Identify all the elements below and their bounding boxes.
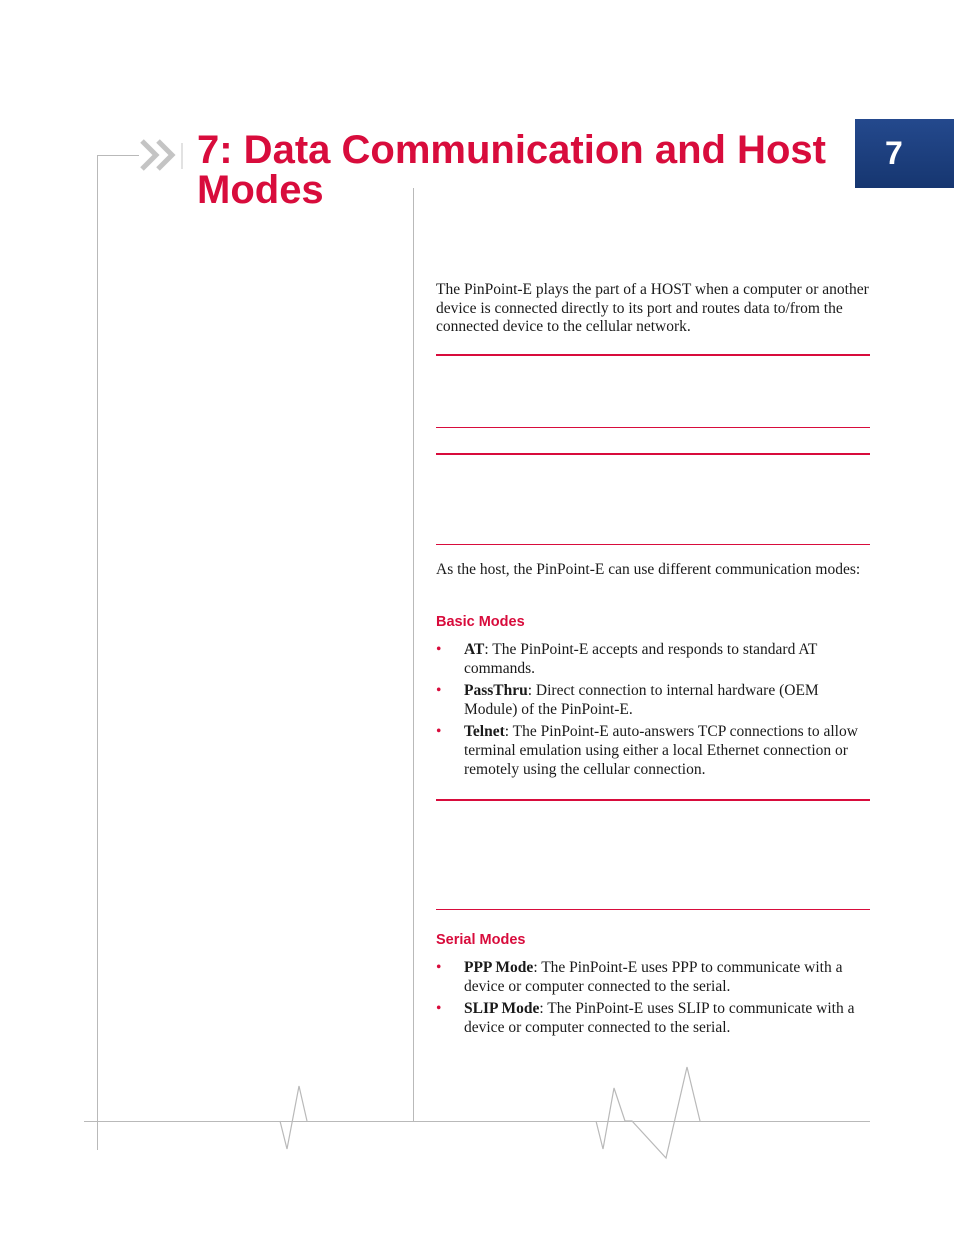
basic-modes-heading: Basic Modes <box>436 614 525 630</box>
bullet-icon: • <box>436 1000 442 1018</box>
waveform-decoration-icon <box>270 1080 320 1155</box>
mode-description: : Direct connection to internal hardware (OEM Module) of the PinPoint-E. <box>464 682 819 718</box>
mode-term: SLIP Mode <box>464 1000 540 1018</box>
bullet-icon: • <box>436 723 442 741</box>
mode-description: : The PinPoint-E uses SLIP to communicate with a device or computer connected to the serial. <box>464 1000 855 1036</box>
chapter-title: 7: Data Communication and Host Modes <box>197 128 826 212</box>
mode-description: : The PinPoint-E auto-answers TCP connections to allow terminal emulation using either a local Ethernet connection or remotely using the cellular connection. <box>464 723 858 778</box>
section-rule <box>436 799 870 801</box>
basic-modes-list <box>436 641 872 783</box>
column-divider-line <box>413 188 414 1122</box>
list-item <box>436 682 872 719</box>
host-modes-paragraph: As the host, the PinPoint-E can use different communication modes: <box>436 561 861 578</box>
section-rule <box>436 544 870 545</box>
footer-line <box>84 1121 870 1122</box>
list-item <box>436 723 872 779</box>
mode-description: : The PinPoint-E uses PPP to communicate with a device or computer connected to the serial. <box>464 959 843 995</box>
bullet-icon: • <box>436 641 442 658</box>
list-item <box>436 959 872 996</box>
top-frame-line <box>97 155 139 156</box>
double-chevron-icon <box>138 137 190 173</box>
section-rule <box>436 427 870 428</box>
list-item <box>436 1000 872 1037</box>
section-rule <box>436 453 870 455</box>
mode-term: PPP Mode <box>464 959 534 976</box>
serial-modes-heading: Serial Modes <box>436 932 526 948</box>
mode-term: Telnet <box>464 723 505 741</box>
intro-paragraph: The PinPoint-E plays the part of a HOST when a computer or another device is connected directly to its port and routes data to/from the connected device to the cellular network. <box>436 281 869 336</box>
chapter-number-tab: 7 <box>855 119 954 188</box>
bullet-icon: • <box>436 959 442 976</box>
list-item <box>436 641 872 678</box>
mode-description: : The PinPoint-E accepts and responds to standard AT commands. <box>464 641 818 677</box>
left-frame-line <box>97 155 98 1150</box>
section-rule <box>436 909 870 910</box>
mode-term: PassThru <box>464 682 528 700</box>
mode-term: AT <box>464 641 485 658</box>
waveform-decoration-icon <box>585 1060 715 1160</box>
section-rule <box>436 354 870 356</box>
bullet-icon: • <box>436 682 442 700</box>
serial-modes-list <box>436 959 872 1041</box>
